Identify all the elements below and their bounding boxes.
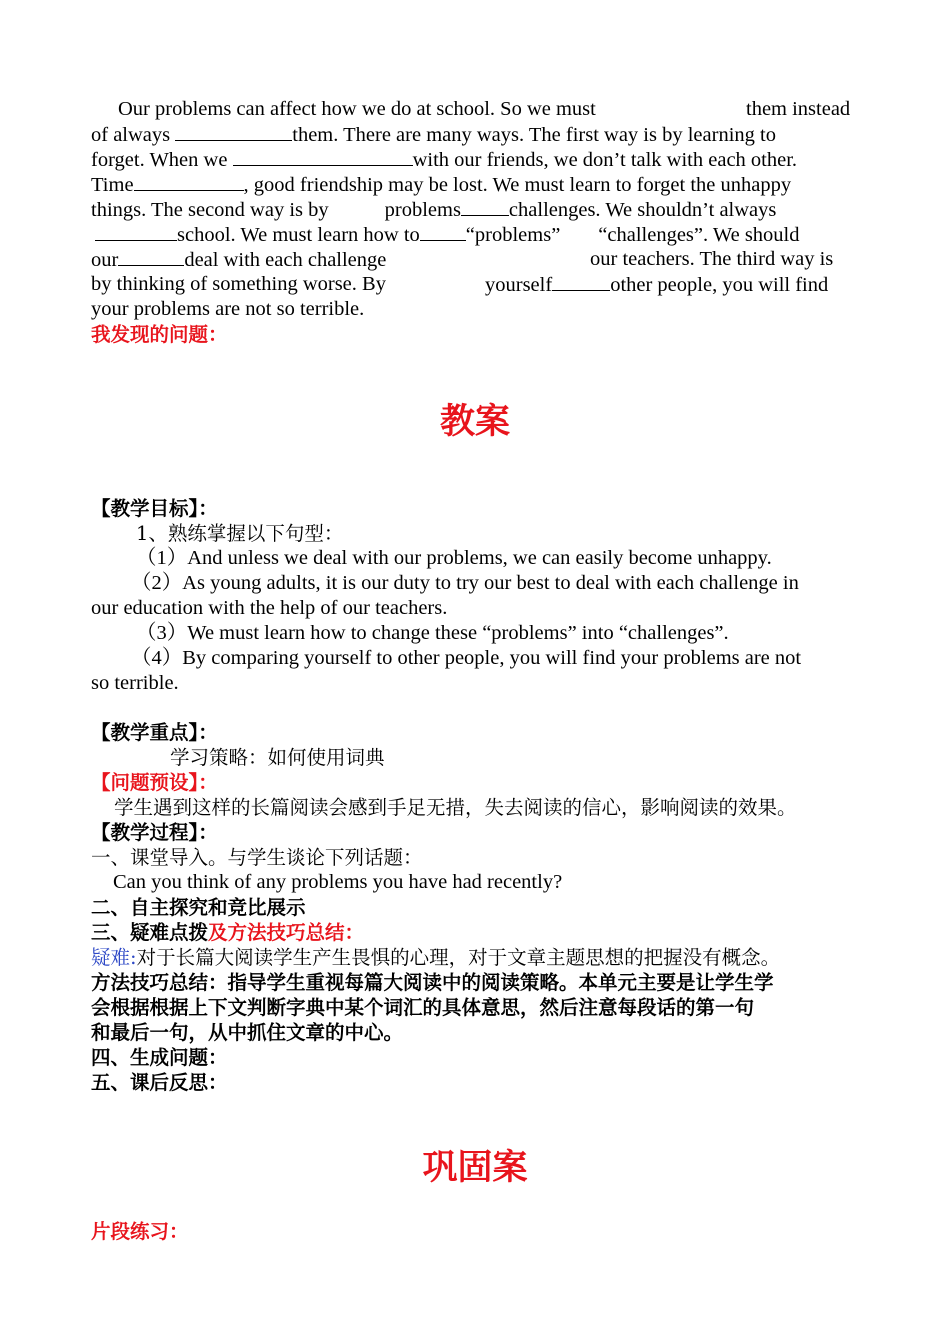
passage-text: of always <box>91 124 171 146</box>
key-points-text: 学习策略：如何使用词典 <box>170 746 385 769</box>
passage-text: our teachers. The third way is <box>590 248 834 270</box>
sentence-2b: our education with the help of our teachers. <box>91 597 448 619</box>
passage-text: Time <box>91 174 134 196</box>
consolidation-heading: 巩固案 <box>422 1148 528 1188</box>
passage-line-8 <box>91 272 859 297</box>
found-problems-label: 我发现的问题： <box>91 323 228 346</box>
passage-line-3 <box>91 147 797 173</box>
passage-text: “challenges”. We should <box>598 224 800 246</box>
passage-line-2 <box>91 122 776 148</box>
sentence-3: （3）We must learn how to change these “problems” into “challenges”. <box>136 622 729 644</box>
passage-text: other people, you will find <box>610 274 829 296</box>
passage-text: problems <box>384 199 461 221</box>
passage-line-1 <box>118 97 859 122</box>
answer-blank[interactable] <box>134 172 244 191</box>
process-question: Can you think of any problems you have had recently? <box>113 871 563 893</box>
passage-text: school. We must learn how to <box>177 224 420 246</box>
passage-line-5 <box>91 197 776 223</box>
passage-text: forget. When we <box>91 149 228 171</box>
sentence-4b: so terrible. <box>91 672 179 694</box>
passage-line-4 <box>91 172 791 198</box>
passage-line-6 <box>91 222 800 248</box>
answer-blank[interactable] <box>461 197 509 216</box>
sentence-2a: （2）As young adults, it is our duty to try our best to deal with each challenge in <box>131 572 799 594</box>
answer-blank[interactable] <box>420 222 466 241</box>
process-step-4: 四、生成问题： <box>91 1046 228 1069</box>
passage-text: yourself <box>485 274 553 296</box>
method-line-3: 和最后一句，从中抓住文章的中心。 <box>91 1021 404 1044</box>
passage-text: your problems are not so terrible. <box>91 298 365 320</box>
lesson-plan-heading: 教案 <box>439 402 510 442</box>
answer-blank[interactable] <box>118 247 184 266</box>
passage-text: them. There are many ways. The first way is by learning to <box>292 124 776 146</box>
passage-text: “problems” <box>465 224 561 246</box>
answer-blank[interactable] <box>233 147 413 166</box>
passage-text: deal with each challenge <box>184 249 387 271</box>
passage-text: challenges. We shouldn’t always <box>508 199 777 221</box>
passage-text: Our problems can affect how we do at school. So we must <box>118 98 596 120</box>
difficulty-text: 对于长篇大阅读学生产生畏惧的心理，对于文章主题思想的把握没有概念。 <box>136 946 781 969</box>
passage-text: our <box>91 249 119 271</box>
passage-text: them instead <box>746 98 851 120</box>
objectives-item-1: 1、熟练掌握以下句型： <box>136 522 344 545</box>
sentence-4a: （4）By comparing yourself to other people, you will find your problems are not <box>131 647 802 669</box>
difficulty-label: 疑难: <box>91 946 137 969</box>
process-step-3-method: 及方法技巧总结： <box>208 921 365 944</box>
passage-text: by thinking of something worse. By <box>91 273 386 295</box>
process-step-5: 五、课后反思： <box>91 1071 228 1094</box>
presets-text: 学生遇到这样的长篇阅读会感到手足无措，失去阅读的信心，影响阅读的效果。 <box>114 796 797 819</box>
process-step-2: 二、自主探究和竞比展示 <box>91 896 306 919</box>
objectives-label: 【教学目标】： <box>91 497 218 520</box>
passage-line-7 <box>91 247 859 273</box>
practice-label: 片段练习： <box>91 1220 189 1243</box>
key-points-label: 【教学重点】： <box>91 721 218 744</box>
method-line-2: 会根据根据上下文判断字典中某个词汇的具体意思，然后注意每段话的第一句 <box>91 996 755 1019</box>
answer-blank[interactable] <box>552 272 610 291</box>
passage-text: , good friendship may be lost. We must learn to forget the unhappy <box>243 174 792 196</box>
process-step-3 <box>91 920 364 946</box>
method-line-1: 方法技巧总结：指导学生重视每篇大阅读中的阅读策略。本单元主要是让学生学 <box>91 971 774 994</box>
process-step-1: 一、课堂导入。与学生谈论下列话题： <box>91 846 423 869</box>
difficulty-line <box>91 945 780 970</box>
process-label: 【教学过程】： <box>91 821 218 844</box>
process-step-3-text: 三、疑难点拨 <box>91 921 209 944</box>
presets-label: 【问题预设】： <box>91 771 218 794</box>
sentence-1: （1）And unless we deal with our problems, we can easily become unhappy. <box>136 547 772 569</box>
passage-text: with our friends, we don’t talk with each other. <box>412 149 798 171</box>
passage-line-9 <box>91 297 364 322</box>
passage-text: things. The second way is by <box>91 199 329 221</box>
answer-blank[interactable] <box>95 222 177 241</box>
answer-blank[interactable] <box>175 122 292 141</box>
